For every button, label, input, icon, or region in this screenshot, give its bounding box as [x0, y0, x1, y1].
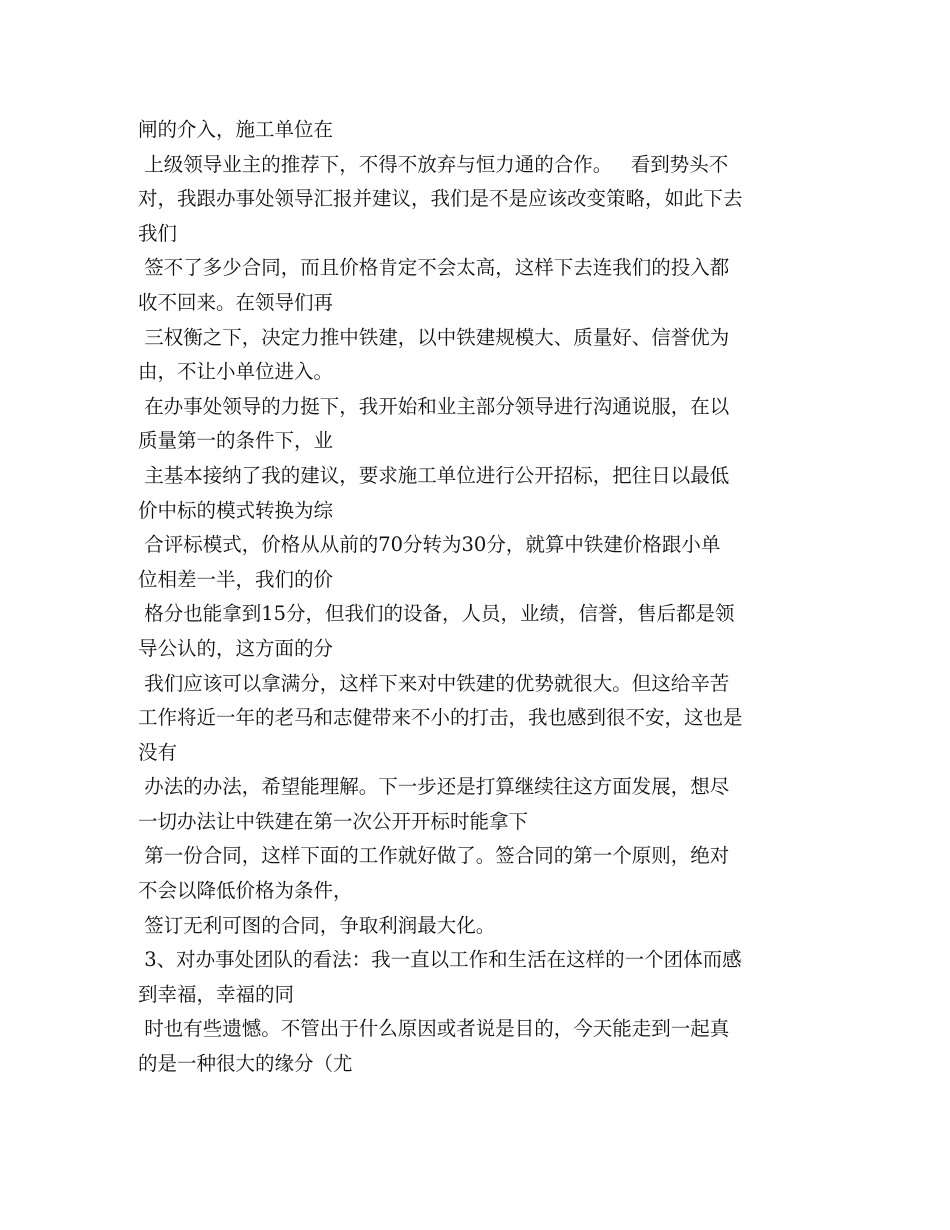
- text-line: 导公认的，这方面的分: [138, 636, 334, 660]
- text-line: 我们应该可以拿满分，这样下来对中铁建的优势就很大。但这给辛苦: [138, 671, 730, 695]
- text-line: 格分也能拿到15分，但我们的设备，人员，业绩，信誉，售后都是领: [138, 602, 735, 626]
- text-line: 时也有些遗憾。不管出于什么原因或者说是目的，今天能走到一起真: [138, 1017, 730, 1041]
- document-body: [138, 113, 818, 1082]
- text-line: 位相差一半，我们的价: [138, 567, 334, 591]
- text-line: 的是一种很大的缘分（尤: [138, 1052, 353, 1076]
- text-line: 第一份合同，这样下面的工作就好做了。签合同的第一个原则，绝对: [138, 844, 730, 868]
- text-line: 签不了多少合同，而且价格肯定不会太高，这样下去连我们的投入都: [138, 256, 730, 280]
- text-line: 办法的办法，希望能理解。下一步还是打算继续往这方面发展，想尽: [138, 775, 730, 799]
- text-line: 在办事处领导的力挺下，我开始和业主部分领导进行沟通说服，在以: [138, 394, 730, 418]
- text-line: 我们: [138, 221, 178, 245]
- text-line: 由，不让小单位进入。: [138, 360, 334, 384]
- text-line: 合评标模式，价格从从前的70分转为30分，就算中铁建价格跟小单: [138, 533, 721, 557]
- text-line: 价中标的模式转换为综: [138, 498, 334, 522]
- text-line: 一切办法让中铁建在第一次公开开标时能拿下: [138, 809, 529, 833]
- text-line: 对，我跟办事处领导汇报并建议，我们是不是应该改变策略，如此下去: [138, 187, 743, 211]
- text-line: 三权衡之下，决定力推中铁建，以中铁建规模大、质量好、信誉优为: [138, 325, 730, 349]
- text-line: 工作将近一年的老马和志健带来不小的打击，我也感到很不安，这也是: [138, 706, 743, 730]
- text-line: 没有: [138, 740, 178, 764]
- text-line: 不会以降低价格为条件，: [138, 879, 353, 903]
- text-line: 3、对办事处团队的看法：我一直以工作和生活在这样的一个团体而感: [138, 948, 742, 972]
- text-line: 到幸福，幸福的同: [138, 982, 295, 1006]
- text-line: 签订无利可图的合同，争取利润最大化。: [138, 913, 496, 937]
- text-line: 闸的介入，施工单位在: [138, 118, 334, 141]
- text-line: 收不回来。在领导们再: [138, 290, 334, 314]
- text-line: 主基本接纳了我的建议，要求施工单位进行公开招标，把往日以最低: [138, 463, 730, 487]
- text-line: 质量第一的条件下，业: [138, 429, 334, 453]
- text-line: 上级领导业主的推荐下，不得不放弃与恒力通的合作。 看到势头不: [138, 152, 729, 176]
